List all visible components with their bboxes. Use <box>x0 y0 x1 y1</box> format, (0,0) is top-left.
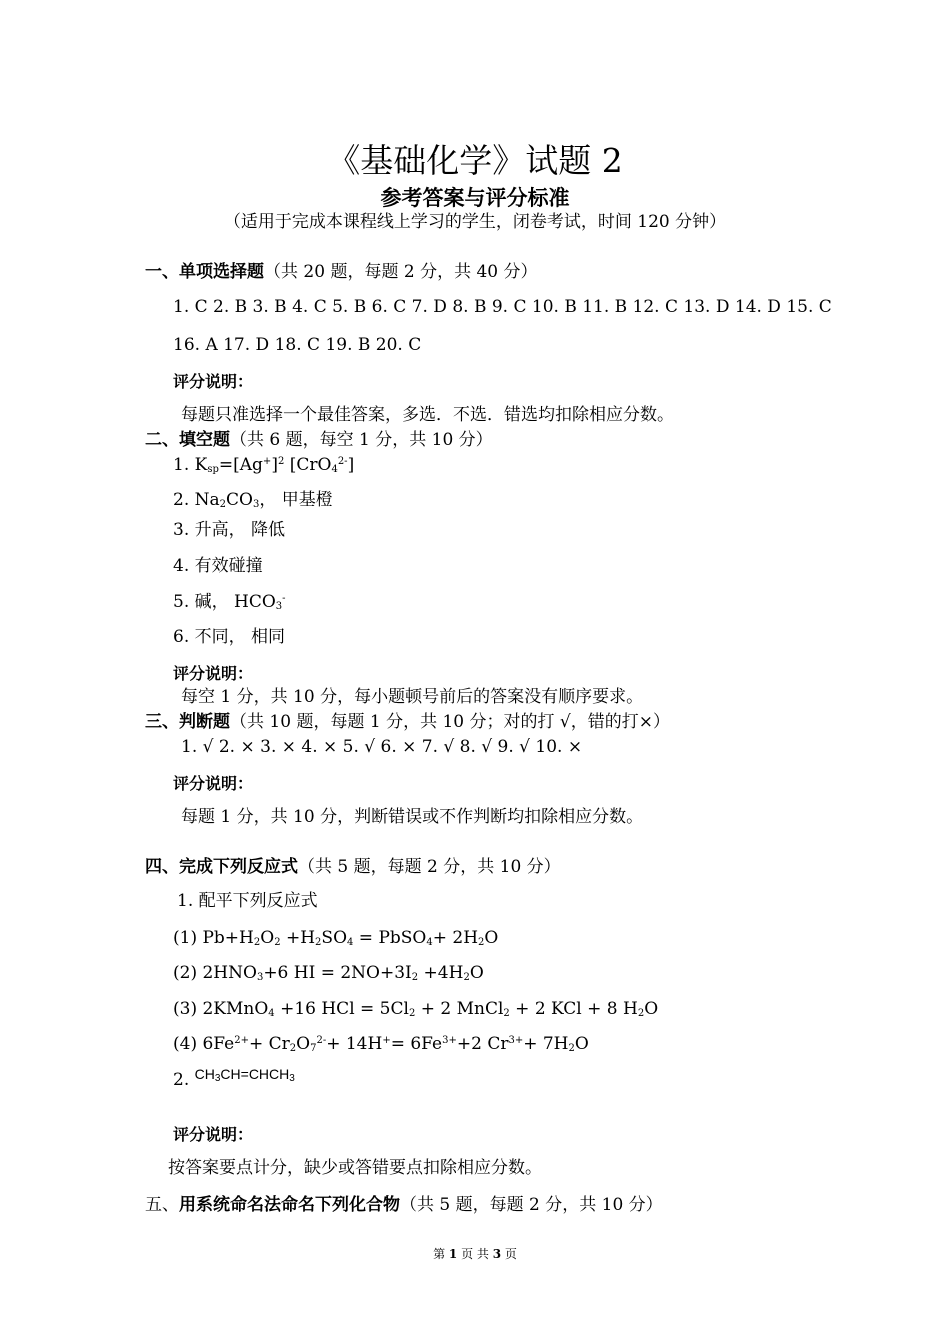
section3-title: 三、判断题 <box>145 712 230 732</box>
section2-scoring-explain: 每空 1 分，共 10 分，每小题顿号前后的答案没有顺序要求。 <box>181 687 644 707</box>
section2-title: 二、填空题 <box>145 430 230 450</box>
section1-desc: （共 20 题，每题 2 分，共 40 分） <box>264 262 538 282</box>
reaction-question-1: 1. 配平下列反应式 <box>177 891 318 911</box>
fill-answer-4: 4. 有效碰撞 <box>173 556 263 576</box>
reaction-3: (3) 2KMnO$_4$ +16 HCl = $5Cl_2 + 2$ MnCl$_2$ + 2 KCl + 8 $H_2O$ <box>173 999 659 1019</box>
section1-answers-line1: 1. C 2. B 3. B 4. C 5. B 6. C 7. D 8. B 9. C 10. B 11. B 12. C 13. D 14. D 15. C <box>173 297 832 317</box>
section4-scoring-explain: 按答案要点计分，缺少或答错要点扣除相应分数。 <box>168 1158 542 1178</box>
section3-scoring-explain: 每题 1 分，共 10 分，判断错误或不作判断均扣除相应分数。 <box>181 807 644 827</box>
section5-heading: 五、用系统命名法命名下列化合物（共 5 题，每题 2 分，共 10 分） <box>145 1195 663 1215</box>
fill-answer-6: 6. 不同， 相同 <box>173 627 286 647</box>
exam-note: （适用于完成本课程线上学习的学生，闭卷考试，时间 120 分钟） <box>223 212 727 232</box>
section4-desc: （共 5 题，每题 2 分，共 10 分） <box>298 857 561 877</box>
reaction-2: (2) $2HNO_3+6$ HI = $2NO+3I_2 +4H_2O$ <box>173 963 484 983</box>
fill-answer-1: 1. $K_{sp}=[Ag^+]^2$ [CrO$_4^{2-}$] <box>173 455 355 475</box>
section5-title: 用系统命名法命名下列化合物 <box>179 1195 400 1215</box>
section3-desc: （共 10 题，每题 1 分，共 10 分；对的打 √，错的打×） <box>230 712 670 732</box>
section1-scoring-label: 评分说明： <box>173 372 254 391</box>
section4-scoring-label: 评分说明： <box>173 1125 254 1144</box>
reaction-4: (4) $6Fe^{2+}+ Cr_2O_7^{2-}+ 14H^+= 6Fe^{3+}+2$ $Cr^{3+}+ 7H_2O$ <box>173 1034 589 1054</box>
section4-heading <box>145 857 561 877</box>
section5-desc: （共 5 题，每题 2 分，共 10 分） <box>400 1195 663 1215</box>
section2-heading <box>145 430 493 450</box>
structure-formula: CH3CH=CHCH3 <box>194 1066 295 1084</box>
section4-title: 四、完成下列反应式 <box>145 857 298 877</box>
section3-heading <box>145 712 670 732</box>
section1-title: 一、单项选择题 <box>145 262 264 282</box>
section3-answers: 1. √ 2. × 3. × 4. × 5. √ 6. × 7. √ 8. √ 9. √ 10. × <box>181 737 583 757</box>
page-footer: 第 1 页 共 3 页 <box>433 1247 517 1261</box>
section1-scoring-explain: 每题只准选择一个最佳答案，多选．不选．错选均扣除相应分数。 <box>181 405 674 425</box>
fill-answer-2: 2. $Na_2CO_3$， 甲基橙 <box>173 490 333 510</box>
document-title: 《基础化学》试题 2 <box>327 141 623 180</box>
section3-scoring-label: 评分说明： <box>173 774 254 793</box>
section2-scoring-label: 评分说明： <box>173 664 254 683</box>
section2-desc: （共 6 题，每空 1 分，共 10 分） <box>230 430 493 450</box>
fill-answer-3: 3. 升高， 降低 <box>173 520 286 540</box>
section1-heading <box>145 262 538 282</box>
document-subtitle: 参考答案与评分标准 <box>380 186 570 210</box>
reaction-1: (1) $Pb+H_2O_2 +H_2SO_4$ = PbSO$_4$+ $2H_2O$ <box>173 928 499 948</box>
section1-answers-line2: 16. A 17. D 18. C 19. B 20. C <box>173 335 422 355</box>
fill-answer-5: 5. 碱， $HCO_3^-$ <box>173 592 286 612</box>
reaction-question-2: 2. $^{CH_3CH=CHCH_3}$ <box>173 1066 295 1090</box>
